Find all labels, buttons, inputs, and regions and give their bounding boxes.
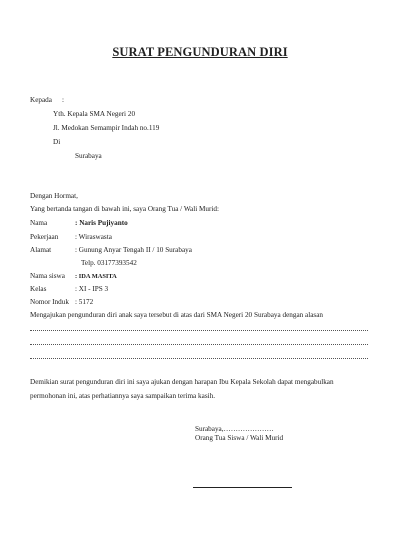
parent-address-label: Alamat [30, 246, 52, 254]
signature-place-date: Surabaya,………………… [195, 425, 274, 433]
student-class-label: Kelas [30, 285, 47, 293]
reason-dotted-line [30, 344, 368, 345]
reason-dotted-line [30, 330, 368, 331]
recipient-title: Yth. Kepala SMA Negeri 20 [53, 110, 136, 118]
parent-job-value: : Wiraswasta [75, 233, 112, 241]
recipient-city: Surabaya [75, 152, 102, 160]
intro-line: Yang bertanda tangan di bawah ini, saya Orang Tua / Wali Murid: [30, 205, 219, 213]
student-id-value: : 5172 [75, 298, 94, 306]
student-name-label: Nama siswa [30, 272, 65, 280]
closing-line-1: Demikian surat pengunduran diri ini saya ajukan dengan harapan Ibu Kepala Sekolah dapat mengabulkan [30, 378, 334, 386]
parent-job-label: Pekerjaan [30, 233, 59, 241]
parent-name-label: Nama [30, 219, 48, 227]
student-id-label: Nomor Induk [30, 298, 69, 306]
parent-address-value: : Gunung Anyar Tengah II / 10 Surabaya [75, 246, 192, 254]
closing-line-2: permohonan ini, atas perhatiannya saya sampaikan terima kasih. [30, 392, 216, 400]
greeting: Dengan Hormat, [30, 192, 78, 200]
request-line: Mengajukan pengunduran diri anak saya tersebut di atas dari SMA Negeri 20 Surabaya dengan alasan [30, 311, 323, 319]
letter-title: SURAT PENGUNDURAN DIRI [112, 45, 288, 59]
to-colon: : [62, 96, 64, 104]
signature-role: Orang Tua Siswa / Wali Murid [195, 434, 284, 442]
reason-dotted-line [30, 358, 368, 359]
recipient-address: Jl. Medokan Semampir Indah no.119 [53, 124, 160, 132]
student-name-value: : IDA MASITA [75, 273, 117, 280]
recipient-di: Di [53, 138, 61, 146]
parent-name-value: : Naris Pujiyanto [75, 219, 128, 227]
signature-line [193, 487, 292, 488]
to-label: Kepada [30, 96, 52, 104]
student-class-value: : XI - IPS 3 [75, 285, 109, 293]
parent-phone: Telp. 03177393542 [81, 259, 137, 267]
